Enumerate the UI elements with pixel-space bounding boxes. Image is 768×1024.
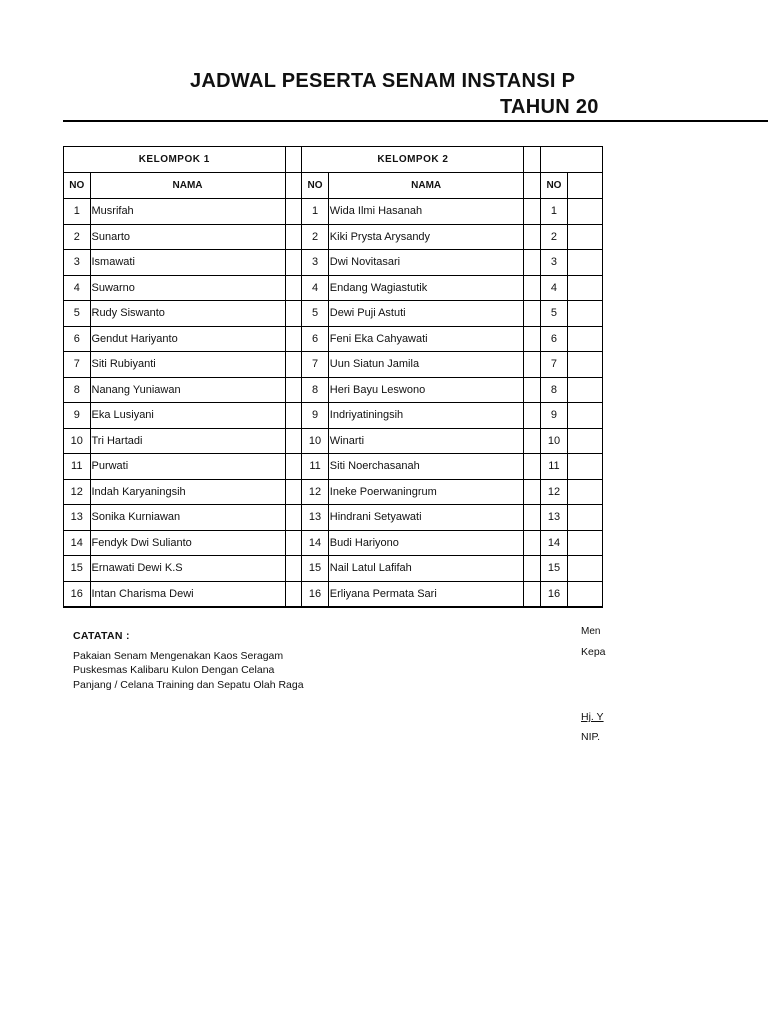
participant-name: Kiki Prysta Arysandy (328, 224, 524, 250)
row-number: 7 (64, 352, 91, 378)
spacer-cell (285, 581, 302, 607)
row-number: 6 (541, 326, 568, 352)
participant-name: Indah Karyaningsih (90, 479, 285, 505)
participant-name (567, 275, 602, 301)
participant-name (567, 377, 602, 403)
participant-name: Nanang Yuniawan (90, 377, 285, 403)
participant-name: Dwi Novitasari (328, 250, 524, 276)
row-number: 16 (302, 581, 329, 607)
table-row (64, 326, 603, 352)
signature-line-1: Men (581, 626, 601, 637)
table-row (64, 377, 603, 403)
row-number: 2 (64, 224, 91, 250)
spacer-cell (285, 556, 302, 582)
row-number: 11 (302, 454, 329, 480)
row-number: 10 (541, 428, 568, 454)
row-number: 7 (541, 352, 568, 378)
participant-name: Feni Eka Cahyawati (328, 326, 524, 352)
table-row (64, 403, 603, 429)
group-header (541, 147, 603, 173)
row-number: 13 (302, 505, 329, 531)
row-number: 3 (302, 250, 329, 276)
column-header-row (64, 173, 603, 199)
table-row (64, 428, 603, 454)
group-header: KELOMPOK 2 (302, 147, 524, 173)
row-number: 11 (64, 454, 91, 480)
participant-name: Erliyana Permata Sari (328, 581, 524, 607)
row-number: 14 (64, 530, 91, 556)
participant-name (567, 224, 602, 250)
row-number: 14 (541, 530, 568, 556)
participant-name: Endang Wagiastutik (328, 275, 524, 301)
participant-name: Tri Hartadi (90, 428, 285, 454)
document-title: JADWAL PESERTA SENAM INSTANSI P (190, 70, 576, 92)
row-number: 2 (302, 224, 329, 250)
spacer-cell (524, 326, 541, 352)
table-row (64, 479, 603, 505)
row-number: 13 (541, 505, 568, 531)
table-row (64, 454, 603, 480)
row-number: 5 (541, 301, 568, 327)
participant-name: Ismawati (90, 250, 285, 276)
spacer-cell (285, 403, 302, 429)
spacer-cell (524, 377, 541, 403)
spacer-cell (524, 530, 541, 556)
participant-name: Eka Lusiyani (90, 403, 285, 429)
participant-name: Intan Charisma Dewi (90, 581, 285, 607)
table-row (64, 530, 603, 556)
spacer-cell (285, 224, 302, 250)
participant-name: Suwarno (90, 275, 285, 301)
spacer-cell (524, 352, 541, 378)
participant-name (567, 301, 602, 327)
row-number: 3 (64, 250, 91, 276)
participant-name: Rudy Siswanto (90, 301, 285, 327)
row-number: 13 (64, 505, 91, 531)
notes-line: Puskesmas Kalibaru Kulon Dengan Celana (73, 664, 275, 676)
spacer-cell (285, 275, 302, 301)
spacer-cell (285, 173, 302, 199)
spacer-cell (524, 403, 541, 429)
notes-heading: CATATAN : (73, 630, 130, 642)
row-number: 6 (302, 326, 329, 352)
row-number: 15 (302, 556, 329, 582)
spacer-cell (285, 479, 302, 505)
spacer-cell (524, 250, 541, 276)
participant-name: Budi Hariyono (328, 530, 524, 556)
participant-name (567, 454, 602, 480)
table-row (64, 581, 603, 607)
schedule-table (63, 146, 603, 608)
spacer-cell (285, 326, 302, 352)
row-number: 9 (541, 403, 568, 429)
participant-name: Dewi Puji Astuti (328, 301, 524, 327)
participant-name (567, 199, 602, 225)
row-number: 16 (541, 581, 568, 607)
group-header-row (64, 147, 603, 173)
participant-name (567, 326, 602, 352)
spacer-cell (285, 352, 302, 378)
row-number: 6 (64, 326, 91, 352)
row-number: 8 (541, 377, 568, 403)
table-row (64, 556, 603, 582)
spacer-cell (285, 147, 302, 173)
spacer-cell (285, 454, 302, 480)
row-number: 9 (64, 403, 91, 429)
row-number: 10 (302, 428, 329, 454)
participant-name: Indriyatiningsih (328, 403, 524, 429)
row-number: 5 (64, 301, 91, 327)
row-number: 2 (541, 224, 568, 250)
table-row (64, 275, 603, 301)
row-number: 12 (541, 479, 568, 505)
participant-name: Purwati (90, 454, 285, 480)
title-underline (63, 120, 768, 122)
participant-name: Winarti (328, 428, 524, 454)
participant-name: Gendut Hariyanto (90, 326, 285, 352)
document-subtitle-year: TAHUN 20 (500, 96, 599, 118)
spacer-cell (524, 275, 541, 301)
participant-name: Musrifah (90, 199, 285, 225)
participant-name (567, 581, 602, 607)
table-row (64, 505, 603, 531)
table-row (64, 352, 603, 378)
table-row (64, 224, 603, 250)
row-number: 9 (302, 403, 329, 429)
spacer-cell (285, 377, 302, 403)
spacer-cell (524, 147, 541, 173)
participant-name (567, 556, 602, 582)
participant-name: Sunarto (90, 224, 285, 250)
spacer-cell (285, 301, 302, 327)
row-number: 16 (64, 581, 91, 607)
participant-name: Wida Ilmi Hasanah (328, 199, 524, 225)
column-header-no: NO (64, 173, 91, 199)
spacer-cell (524, 479, 541, 505)
row-number: 7 (302, 352, 329, 378)
spacer-cell (285, 505, 302, 531)
spacer-cell (524, 199, 541, 225)
participant-name: Uun Siatun Jamila (328, 352, 524, 378)
row-number: 15 (541, 556, 568, 582)
spacer-cell (524, 505, 541, 531)
spacer-cell (524, 301, 541, 327)
participant-name: Sonika Kurniawan (90, 505, 285, 531)
spacer-cell (524, 454, 541, 480)
column-header-no: NO (541, 173, 568, 199)
row-number: 8 (302, 377, 329, 403)
row-number: 5 (302, 301, 329, 327)
signature-name: Hj. Y (581, 711, 604, 723)
participant-name (567, 403, 602, 429)
notes-line: Panjang / Celana Training dan Sepatu Olah Raga (73, 679, 304, 691)
participant-name: Ineke Poerwaningrum (328, 479, 524, 505)
spacer-cell (285, 199, 302, 225)
participant-name: Ernawati Dewi K.S (90, 556, 285, 582)
row-number: 4 (64, 275, 91, 301)
participant-name (567, 530, 602, 556)
signature-line-2: Kepa (581, 646, 606, 658)
table-row (64, 199, 603, 225)
table-row (64, 250, 603, 276)
spacer-cell (524, 581, 541, 607)
column-header-nama (567, 173, 602, 199)
spacer-cell (285, 428, 302, 454)
notes-line: Pakaian Senam Mengenakan Kaos Seragam (73, 650, 284, 662)
row-number: 15 (64, 556, 91, 582)
row-number: 11 (541, 454, 568, 480)
spacer-cell (285, 250, 302, 276)
participant-name: Hindrani Setyawati (328, 505, 524, 531)
row-number: 12 (302, 479, 329, 505)
spacer-cell (524, 224, 541, 250)
participant-name (567, 250, 602, 276)
participant-name (567, 479, 602, 505)
spacer-cell (524, 428, 541, 454)
row-number: 4 (541, 275, 568, 301)
participant-name: Siti Noerchasanah (328, 454, 524, 480)
spacer-cell (524, 173, 541, 199)
participant-name (567, 352, 602, 378)
row-number: 3 (541, 250, 568, 276)
spacer-cell (285, 530, 302, 556)
participant-name (567, 505, 602, 531)
signature-nip: NIP. (581, 731, 601, 743)
column-header-nama: NAMA (90, 173, 285, 199)
group-header: KELOMPOK 1 (64, 147, 286, 173)
row-number: 8 (64, 377, 91, 403)
participant-name: Nail Latul Lafifah (328, 556, 524, 582)
row-number: 4 (302, 275, 329, 301)
row-number: 1 (541, 199, 568, 225)
participant-name: Siti Rubiyanti (90, 352, 285, 378)
spacer-cell (524, 556, 541, 582)
column-header-no: NO (302, 173, 329, 199)
table-row (64, 301, 603, 327)
participant-name: Fendyk Dwi Sulianto (90, 530, 285, 556)
row-number: 1 (302, 199, 329, 225)
column-header-nama: NAMA (328, 173, 524, 199)
row-number: 14 (302, 530, 329, 556)
row-number: 12 (64, 479, 91, 505)
participant-name: Heri Bayu Leswono (328, 377, 524, 403)
row-number: 1 (64, 199, 91, 225)
row-number: 10 (64, 428, 91, 454)
participant-name (567, 428, 602, 454)
